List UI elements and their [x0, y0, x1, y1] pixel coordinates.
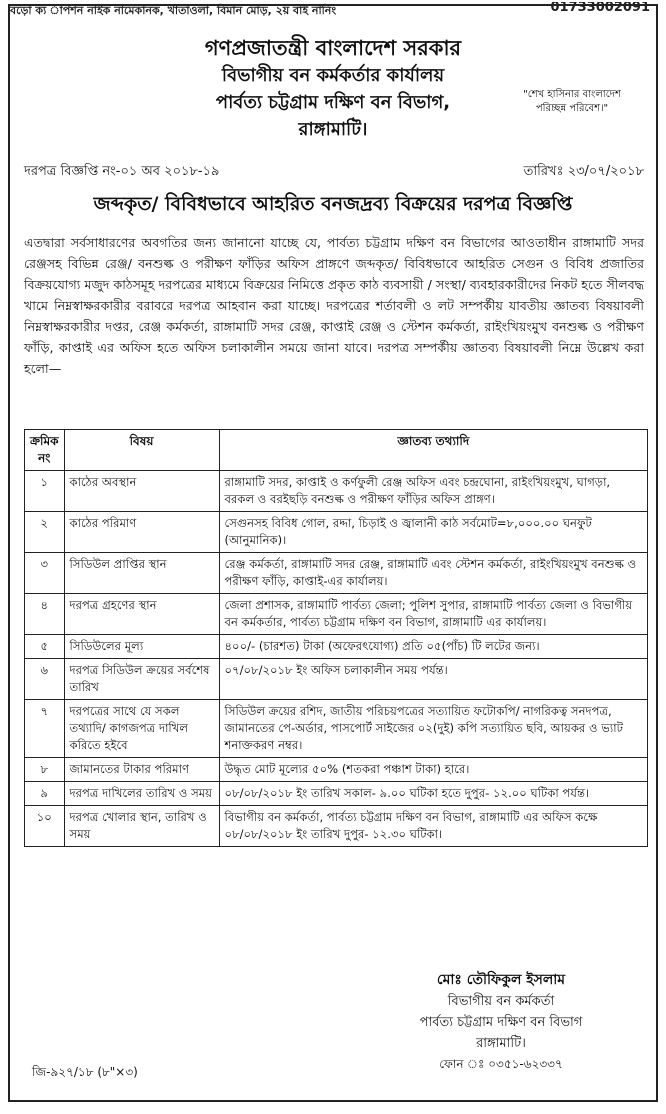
row-subject: জামানতের টাকার পরিমাণ [64, 758, 219, 782]
location-name: রাঙ্গামাটি। [298, 119, 368, 140]
row-info: সিডিউল ক্রয়ের রশিদ, জাতীয় পরিচয়পত্রের সত্যায়িত ফটোকপি/ নাগরিকত্ব সনদপত্র, জামানতের পে-অর্ডার, পাসপোর্ট সাইজের ০২(দুই) কপি সত্যায়িত ছবি, আয়কর ও ভ্যাট শনাক্তকরণ নম্বর। [219, 700, 647, 758]
row-serial: ৪ [25, 594, 65, 635]
government-name: গণপ্রজাতন্ত্রী বাংলাদেশ সরকার [204, 36, 462, 60]
row-serial: ৫ [25, 635, 65, 659]
footer-code: জি-৯২৭/১৮ (৮"×৩) [32, 1065, 138, 1079]
row-subject: কাঠের পরিমাণ [64, 512, 219, 553]
notice-date: তারিখঃ ২৩/০৭/২০১৮ [523, 164, 644, 179]
table-row [25, 782, 648, 806]
header-serial: ক্রমিক নং [25, 430, 65, 471]
row-subject: দরপত্র সিডিউল ক্রয়ের সর্বশেষ তারিখ [64, 659, 219, 700]
row-info: ০৭/০৮/২০১৮ ইং অফিস চলাকালীন সময় পর্যন্ত। [219, 659, 647, 700]
row-serial: ৯ [25, 782, 65, 806]
table-row [25, 806, 648, 847]
row-serial: ৩ [25, 553, 65, 594]
row-subject: সিডিউল প্রাপ্তির স্থান [64, 553, 219, 594]
row-info: ৪০০/- (চারশত) টাকা (অফেরৎযোগ্য) প্রতি ০৫(পাঁচ) টি লটের জন্য। [219, 635, 647, 659]
header-info: জ্ঞাতব্য তথ্যাদি [219, 430, 647, 471]
row-subject: দরপত্র খোলার স্থান, তারিখ ও সময় [64, 806, 219, 847]
row-subject: দরপত্রের সাথে যে সকল তথ্যাদি/ কাগজপত্র দাখিল করিতে হইবে [64, 700, 219, 758]
row-info: উদ্ধৃত মোট মূল্যের ৫০% (শতকরা পঞ্চাশ টাকা) হারে। [219, 758, 647, 782]
table-row [25, 553, 648, 594]
signatory-office: পার্বত্য চট্টগ্রাম দক্ষিণ বন বিভাগ [419, 1015, 583, 1030]
division-name: পার্বত্য চট্টগ্রাম দক্ষিণ বন বিভাগ, [215, 92, 451, 113]
table-row [25, 659, 648, 700]
row-info: রেঞ্জ কর্মকর্তা, রাঙ্গামাটি সদর রেঞ্জ, রাঙ্গামাটি এবং স্টেশন কর্মকর্তা, রাইংখিয়ংমুখ বনশুল্ক ও পরীক্ষণ ফাঁড়ি, কাপ্তাই-এর কার্যালয়। [219, 553, 647, 594]
notice-title: জব্দকৃত/ বিবিধভাবে আহরিত বনজদ্রব্য বিক্রয়ের দরপত্র বিজ্ঞপ্তি [93, 193, 573, 215]
table-row [25, 700, 648, 758]
row-serial: ২ [25, 512, 65, 553]
row-info: রাঙ্গামাটি সদর, কাপ্তাই ও কর্ণফুলী রেঞ্জ অফিস এবং চন্দ্রঘোনা, রাইংখিয়ংমুখ, ঘাগড়া, বরকল ও বরইছড়ি বনশুল্ক ও পরীক্ষণ ফাঁড়ির অফিস প্রাঙ্গণ। [219, 471, 647, 512]
row-serial: ৮ [25, 758, 65, 782]
table-header-row [25, 430, 648, 471]
row-serial: ১০ [25, 806, 65, 847]
signatory-designation: বিভাগীয় বন কর্মকর্তা [447, 994, 555, 1009]
header-subject: বিষয় [64, 430, 219, 471]
table-row [25, 512, 648, 553]
reference-line [24, 162, 644, 183]
row-serial: ৭ [25, 700, 65, 758]
row-info: সেগুনসহ বিবিধ গোল, রদ্দা, চিড়াই ও জ্বালানী কাঠ সর্বমোট=৮,০০০.০০ ঘনফুট (আনুমানিক)। [219, 512, 647, 553]
row-subject: সিডিউলের মূল্য [64, 635, 219, 659]
signatory-place: রাঙ্গামাটি। [476, 1036, 526, 1051]
slogan-line-2: পরিচ্ছন্ন পরিবেশ।" [535, 103, 609, 114]
slogan-line-1: "শেখ হাসিনার বাংলাদেশ [523, 89, 621, 100]
row-info: ০৮/০৮/২০১৮ ইং তারিখ সকাল- ৯.০০ ঘটিকা হতে দুপুর- ১২.০০ ঘটিকা পর্যন্ত। [219, 782, 647, 806]
signature-block [386, 970, 616, 1075]
top-strip-number: 01733002091 [550, 2, 650, 15]
row-subject: দরপত্র দাখিলের তারিখ ও সময় [64, 782, 219, 806]
notice-body: এতদ্বারা সর্বসাধারণের অবগতির জন্য জানানো যাচ্ছে যে, পার্বত্য চট্টগ্রাম দক্ষিণ বন বিভাগের আওতাধীন রাঙ্গামাটি সদর রেঞ্জসহ বিভিন্ন রেঞ্জ/ বনশুল্ক ও পরীক্ষণ ফাঁড়ির অফিস প্রাঙ্গণে জব্দকৃত/ বিবিধভাবে আহরিত সেগুন ও বিবিধ প্রজাতির বিক্রয়যোগ্য মজুদ কাঠসমূহ দরপত্রের মাধ্যমে বিক্রয়ের নিমিত্তে প্রকৃত কাঠ ব্যবসায়ী / সংস্থা/ ব্যবহারকারীদের নিকট হতে সীলবদ্ধ খামে নিম্নস্বাক্ষরকারীর বরাবরে দরপত্র আহবান করা যাচ্ছে। দরপত্রের শর্তাবলী ও লট সম্পর্কীয় যাবতীয় জ্ঞাতব্য বিষয়াবলী নিম্নস্বাক্ষরকারীর দপ্তর, রেঞ্জ কর্মকর্তা, রাঙ্গামাটি সদর রেঞ্জ, কাপ্তাই রেঞ্জ ও স্টেশন কর্মকর্তা, রাইংখিয়ংমুখ বনশুল্ক ও পরীক্ষণ ফাঁড়ি, কাপ্তাই এর অফিস হতে অফিস চলাকালীন সময়ে জানা যাবে। দরপত্র সম্পর্কীয় জ্ঞাতব্য বিষয়াবলী নিম্নে উল্লেখ করা হলো— [24, 235, 644, 376]
office-name: বিভাগীয় বন কর্মকর্তার কার্যালয় [221, 65, 445, 86]
signatory-phone: ফোন ঃ ০৩৫১-৬২৩৩৭ [439, 1057, 563, 1071]
row-subject: দরপত্র গ্রহণের স্থান [64, 594, 219, 635]
notice-page [8, 4, 658, 1102]
top-strip-text: বড়ো ক্য াপশন নাইক নামেকানক, খাতাওলা, বিমান মোড়, ২য় বাই নানিং [10, 4, 337, 16]
slogan [502, 88, 642, 116]
table-row [25, 594, 648, 635]
tender-info-table [24, 429, 648, 847]
table-row [25, 758, 648, 782]
memo-number: দরপত্র বিজ্ঞপ্তি নং-০১ অব ২০১৮-১৯ [24, 164, 220, 179]
row-serial: ১ [25, 471, 65, 512]
signatory-name: মোঃ তৌফিকুল ইসলাম [436, 972, 566, 988]
row-serial: ৬ [25, 659, 65, 700]
top-clipped-strip [10, 2, 656, 16]
table-row [25, 635, 648, 659]
row-subject: কাঠের অবস্থান [64, 471, 219, 512]
row-info: জেলা প্রশাসক, রাঙ্গামাটি পার্বত্য জেলা; পুলিশ সুপার, রাঙ্গামাটি পার্বত্য জেলা ও বিভাগীয় বন কর্মকর্তার, পার্বত্য চট্টগ্রাম দক্ষিণ বন বিভাগ, রাঙ্গামাটি এর কার্যালয়। [219, 594, 647, 635]
row-info: বিভাগীয় বন কর্মকর্তা, পার্বত্য চট্টগ্রাম দক্ষিণ বন বিভাগ, রাঙ্গামাটি এর অফিস কক্ষে ০৮/০৮/২০১৮ ইং তারিখ দুপুর- ১২.৩০ ঘটিকা। [219, 806, 647, 847]
table-row [25, 471, 648, 512]
